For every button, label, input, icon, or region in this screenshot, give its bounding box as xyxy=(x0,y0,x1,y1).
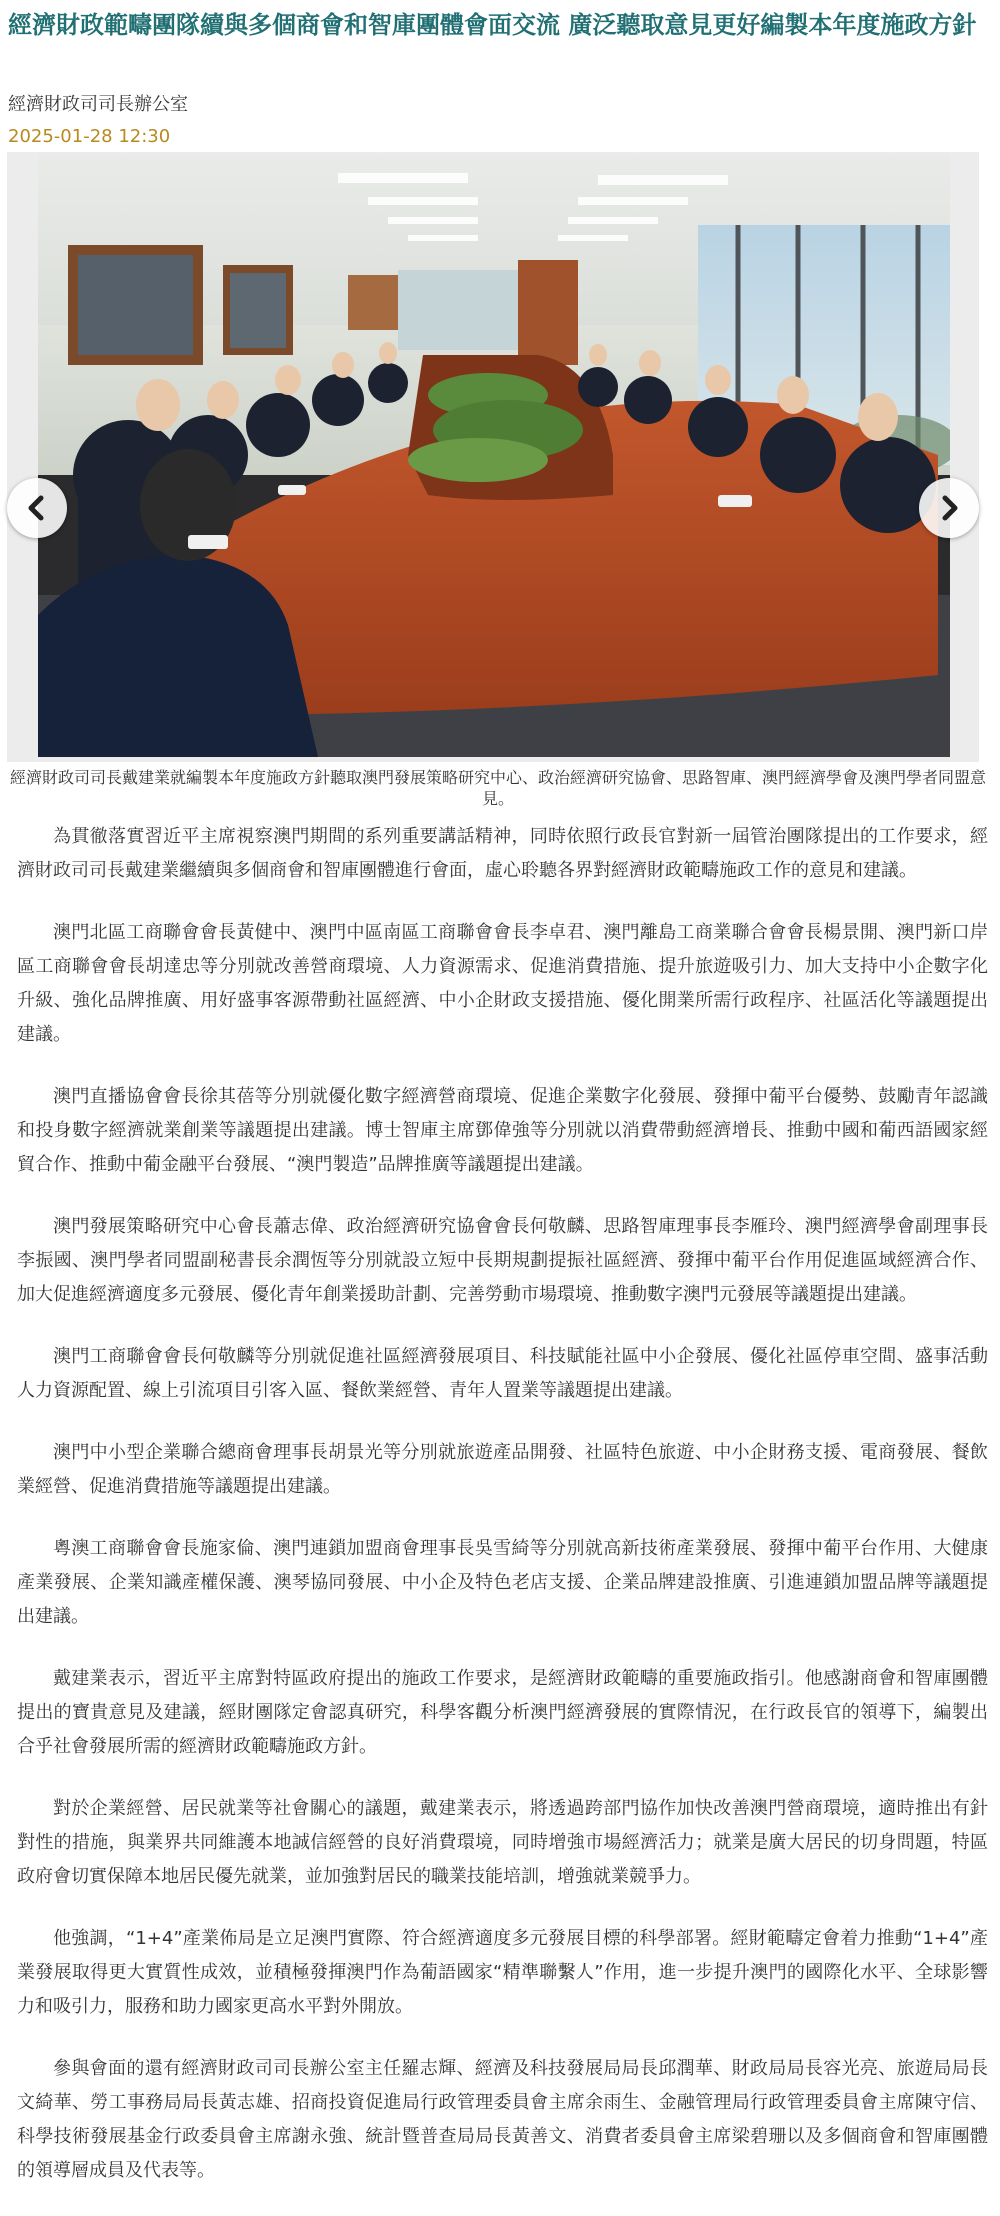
article-paragraph: 戴建業表示，習近平主席對特區政府提出的施政工作要求，是經濟財政範疇的重要施政指引。他感謝商會和智庫團體提出的寶貴意見及建議，經財團隊定會認真研究，科學客觀分析澳門經濟發展的實際情況，在行政長官的領導下，編製出合乎社會發展所需的經濟財政範疇施政方針。 xyxy=(17,1668,988,1757)
article-paragraph: 為貫徹落實習近平主席視察澳門期間的系列重要講話精神，同時依照行政長官對新一屆管治團隊提出的工作要求，經濟財政司司長戴建業繼續與多個商會和智庫團體進行會面，虛心聆聽各界對經濟財政範疇施政工作的意見和建議。 xyxy=(17,826,988,881)
article-paragraph: 澳門直播協會會長徐其蓓等分別就優化數字經濟營商環境、促進企業數字化發展、發揮中葡平台優勢、鼓勵青年認識和投身數字經濟就業創業等議題提出建議。博士智庫主席鄧偉強等分別就以消費帶動經濟增長、推動中國和葡西語國家經貿合作、推動中葡金融平台發展、“澳門製造”品牌推廣等議題提出建議。 xyxy=(17,1086,988,1175)
article-paragraph: 澳門中小型企業聯合總商會理事長胡景光等分別就旅遊產品開發、社區特色旅遊、中小企財務支援、電商發展、餐飲業經營、促進消費措施等議題提出建議。 xyxy=(17,1442,988,1497)
article-date: 2025-01-28 12:30 xyxy=(8,126,171,147)
article-paragraph: 澳門發展策略研究中心會長蕭志偉、政治經濟研究協會會長何敬麟、思路智庫理事長李雁玲、澳門經濟學會副理事長李振國、澳門學者同盟副秘書長余潤恆等分別就設立短中長期規劃提振社區經濟、發揮中葡平台作用促進區域經濟合作、加大促進經濟適度多元發展、優化青年創業援助計劃、完善勞動市場環境、推動數字澳門元發展等議題提出建議。 xyxy=(17,1216,988,1305)
article-paragraph: 對於企業經營、居民就業等社會關心的議題，戴建業表示，將透過跨部門協作加快改善澳門營商環境，適時推出有針對性的措施，與業界共同維護本地誠信經營的良好消費環境，同時增強市場經濟活力；就業是廣大居民的切身問題，特區政府會切實保障本地居民優先就業，並加強對居民的職業技能培訓，增強就業競爭力。 xyxy=(17,1798,988,1887)
article-paragraph: 粵澳工商聯會會長施家倫、澳門連鎖加盟商會理事長吳雪綺等分別就高新技術產業發展、發揮中葡平台作用、大健康產業發展、企業知識產權保護、澳琴協同發展、中小企及特色老店支援、企業品牌建設推廣、引進連鎖加盟品牌等議題提出建議。 xyxy=(17,1538,988,1627)
meeting-photo xyxy=(38,155,950,757)
chevron-left-icon xyxy=(7,478,67,538)
article-title: 經濟財政範疇團隊續與多個商會和智庫團體會面交流 廣泛聽取意見更好編製本年度施政方針 xyxy=(8,11,977,39)
article-body xyxy=(17,820,988,2216)
photo-gallery xyxy=(7,152,979,762)
gallery-next-button[interactable] xyxy=(919,478,979,538)
article-source: 經濟財政司司長辦公室 xyxy=(8,94,188,115)
article-paragraph: 他強調，“1+4”產業佈局是立足澳門實際、符合經濟適度多元發展目標的科學部署。經財範疇定會着力推動“1+4”產業發展取得更大實質性成效，並積極發揮澳門作為葡語國家“精準聯繫人”作用，進一步提升澳門的國際化水平、全球影響力和吸引力，服務和助力國家更高水平對外開放。 xyxy=(17,1928,988,2017)
photo-caption: 經濟財政司司長戴建業就編製本年度施政方針聽取澳門發展策略研究中心、政治經濟研究協會、思路智庫、澳門經濟學會及澳門學者同盟意見。 xyxy=(9,768,986,808)
article-paragraph: 澳門北區工商聯會會長黃健中、澳門中區南區工商聯會會長李卓君、澳門離島工商業聯合會會長楊景開、澳門新口岸區工商聯會會長胡達忠等分別就改善營商環境、人力資源需求、促進消費措施、提升旅遊吸引力、加大支持中小企數字化升級、強化品牌推廣、用好盛事客源帶動社區經濟、中小企財政支援措施、優化開業所需行政程序、社區活化等議題提出建議。 xyxy=(17,922,988,1045)
gallery-prev-button[interactable] xyxy=(7,478,67,538)
article-paragraph: 參與會面的還有經濟財政司司長辦公室主任羅志輝、經濟及科技發展局局長邱潤華、財政局局長容光亮、旅遊局局長文綺華、勞工事務局局長黃志雄、招商投資促進局行政管理委員會主席余雨生、金融管理局行政管理委員會主席陳守信、科學技術發展基金行政委員會主席謝永強、統計暨普查局局長黃善文、消費者委員會主席梁碧珊以及多個商會和智庫團體的領導層成員及代表等。 xyxy=(17,2058,988,2181)
article-paragraph: 澳門工商聯會會長何敬麟等分別就促進社區經濟發展項目、科技賦能社區中小企發展、優化社區停車空間、盛事活動人力資源配置、線上引流項目引客入區、餐飲業經營、青年人置業等議題提出建議。 xyxy=(17,1346,988,1401)
chevron-right-icon xyxy=(919,478,979,538)
